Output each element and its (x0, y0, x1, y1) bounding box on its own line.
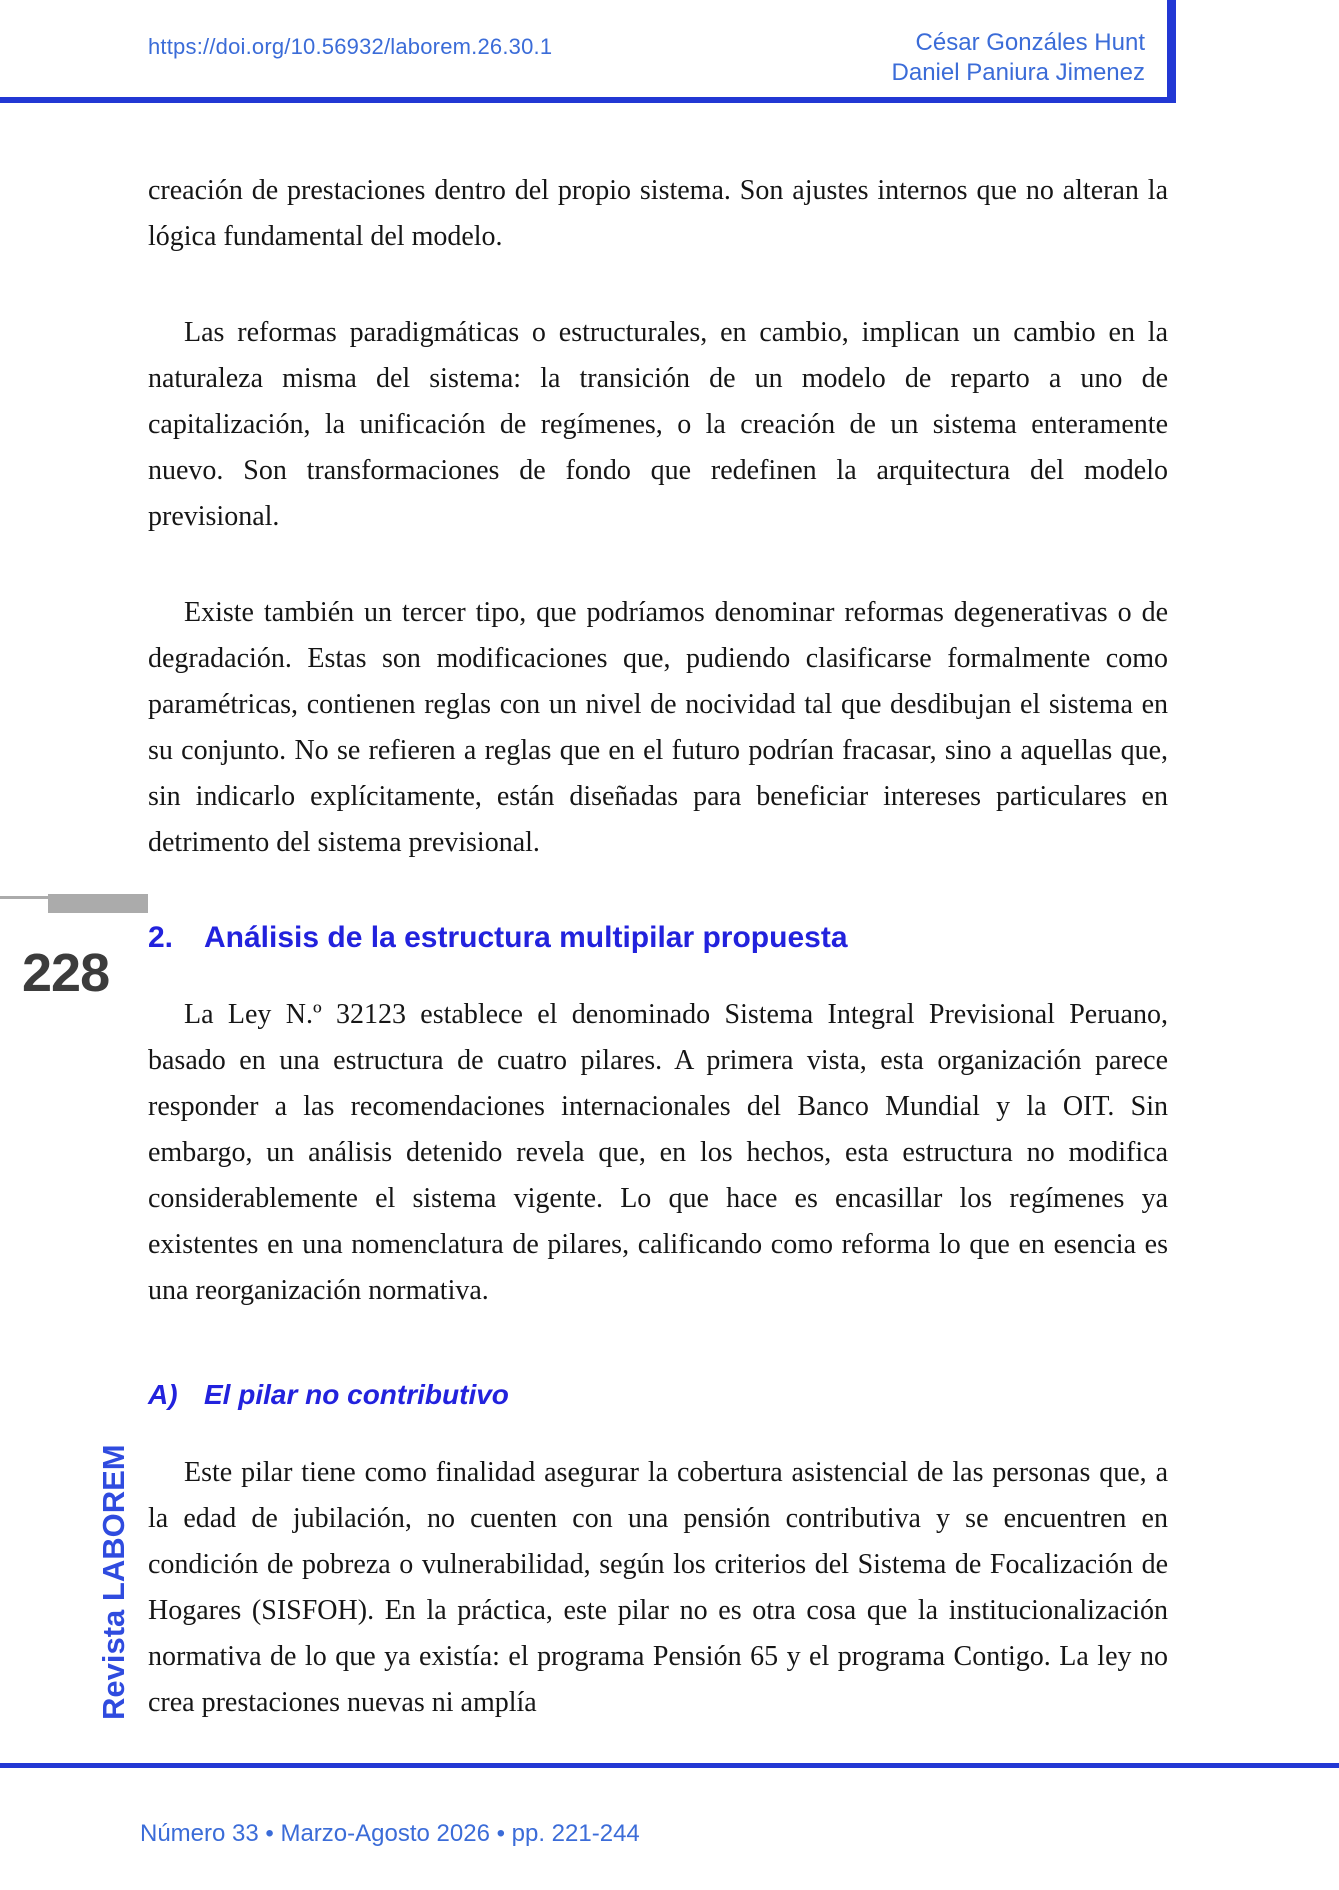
paragraph: creación de prestaciones dentro del propio sistema. Son ajustes internos que no alteran la lógica fundamental del modelo. (148, 175, 1168, 252)
paragraph: Las reformas paradigmáticas o estructurales, en cambio, implican un cambio en la naturaleza misma del sistema: la transición de un modelo de reparto a uno de capitalización, la unificación de regímenes, o la creación de un sistema enteramente nuevo. Son transformaciones de fondo que redefinen la arquitectura del modelo previsional. (148, 317, 1168, 532)
page-number: 228 (22, 943, 110, 1003)
doi-link[interactable]: https://doi.org/10.56932/laborem.26.30.1 (148, 34, 553, 59)
header-corner-bar (1167, 0, 1176, 103)
subsection-heading-a (148, 1376, 1168, 1414)
paragraph: La Ley N.º 32123 establece el denominado Sistema Integral Previsional Peruano, basado en una estructura de cuatro pilares. A primera vista, esta organización parece responder a las recomendaciones internacionales del Banco Mundial y la OIT. Sin embargo, un análisis detenido revela que, en los hechos, esta estructura no modifica considerablemente el sistema vigente. Lo que hace es encasillar los regímenes ya existentes en una nomenclatura de pilares, calificando como reforma lo que en esencia es una reorganización normativa. (148, 999, 1168, 1306)
subsection-title: El pilar no contributivo (204, 1379, 509, 1410)
paragraph: Existe también un tercer tipo, que podríamos denominar reformas degenerativas o de degradación. Estas son modificaciones que, pudiendo clasificarse formalmente como paramétricas, contienen reglas con un nivel de nocividad tal que desdibujan el sistema en su conjunto. No se refieren a reglas que en el futuro podrían fracasar, sino a aquellas que, sin indicarlo explícitamente, están diseñadas para beneficiar intereses particulares en detrimento del sistema previsional. (148, 597, 1168, 858)
margin-tab-bar (48, 894, 148, 913)
margin-tab-line (0, 896, 48, 899)
article-body (148, 168, 1168, 1776)
footer-issue-info: Número 33 • Marzo-Agosto 2026 • pp. 221-244 (140, 1820, 640, 1847)
journal-name-vertical: Revista LABOREM (96, 1444, 131, 1720)
author-names (892, 28, 1145, 88)
subsection-number: A) (148, 1379, 178, 1410)
section-number: 2. (148, 921, 174, 954)
section-heading-2 (148, 918, 1168, 958)
paragraph: Este pilar tiene como finalidad asegurar la cobertura asistencial de las personas que, a la edad de jubilación, no cuenten con una pensión contributiva y se encuentren en condición de pobreza o vulnerabilidad, según los criterios del Sistema de Focalización de Hogares (SISFOH). En la práctica, este pilar no es otra cosa que la institucionalización normativa de lo que ya existía: el programa Pensión 65 y el programa Contigo. La ley no crea prestaciones nuevas ni amplía (148, 1457, 1168, 1718)
header-rule (0, 97, 1176, 103)
footer-rule (0, 1763, 1339, 1768)
author-2: Daniel Paniura Jimenez (891, 59, 1145, 86)
author-1: César Gonzáles Hunt (915, 29, 1145, 56)
section-title: Análisis de la estructura multipilar propuesta (204, 921, 848, 954)
